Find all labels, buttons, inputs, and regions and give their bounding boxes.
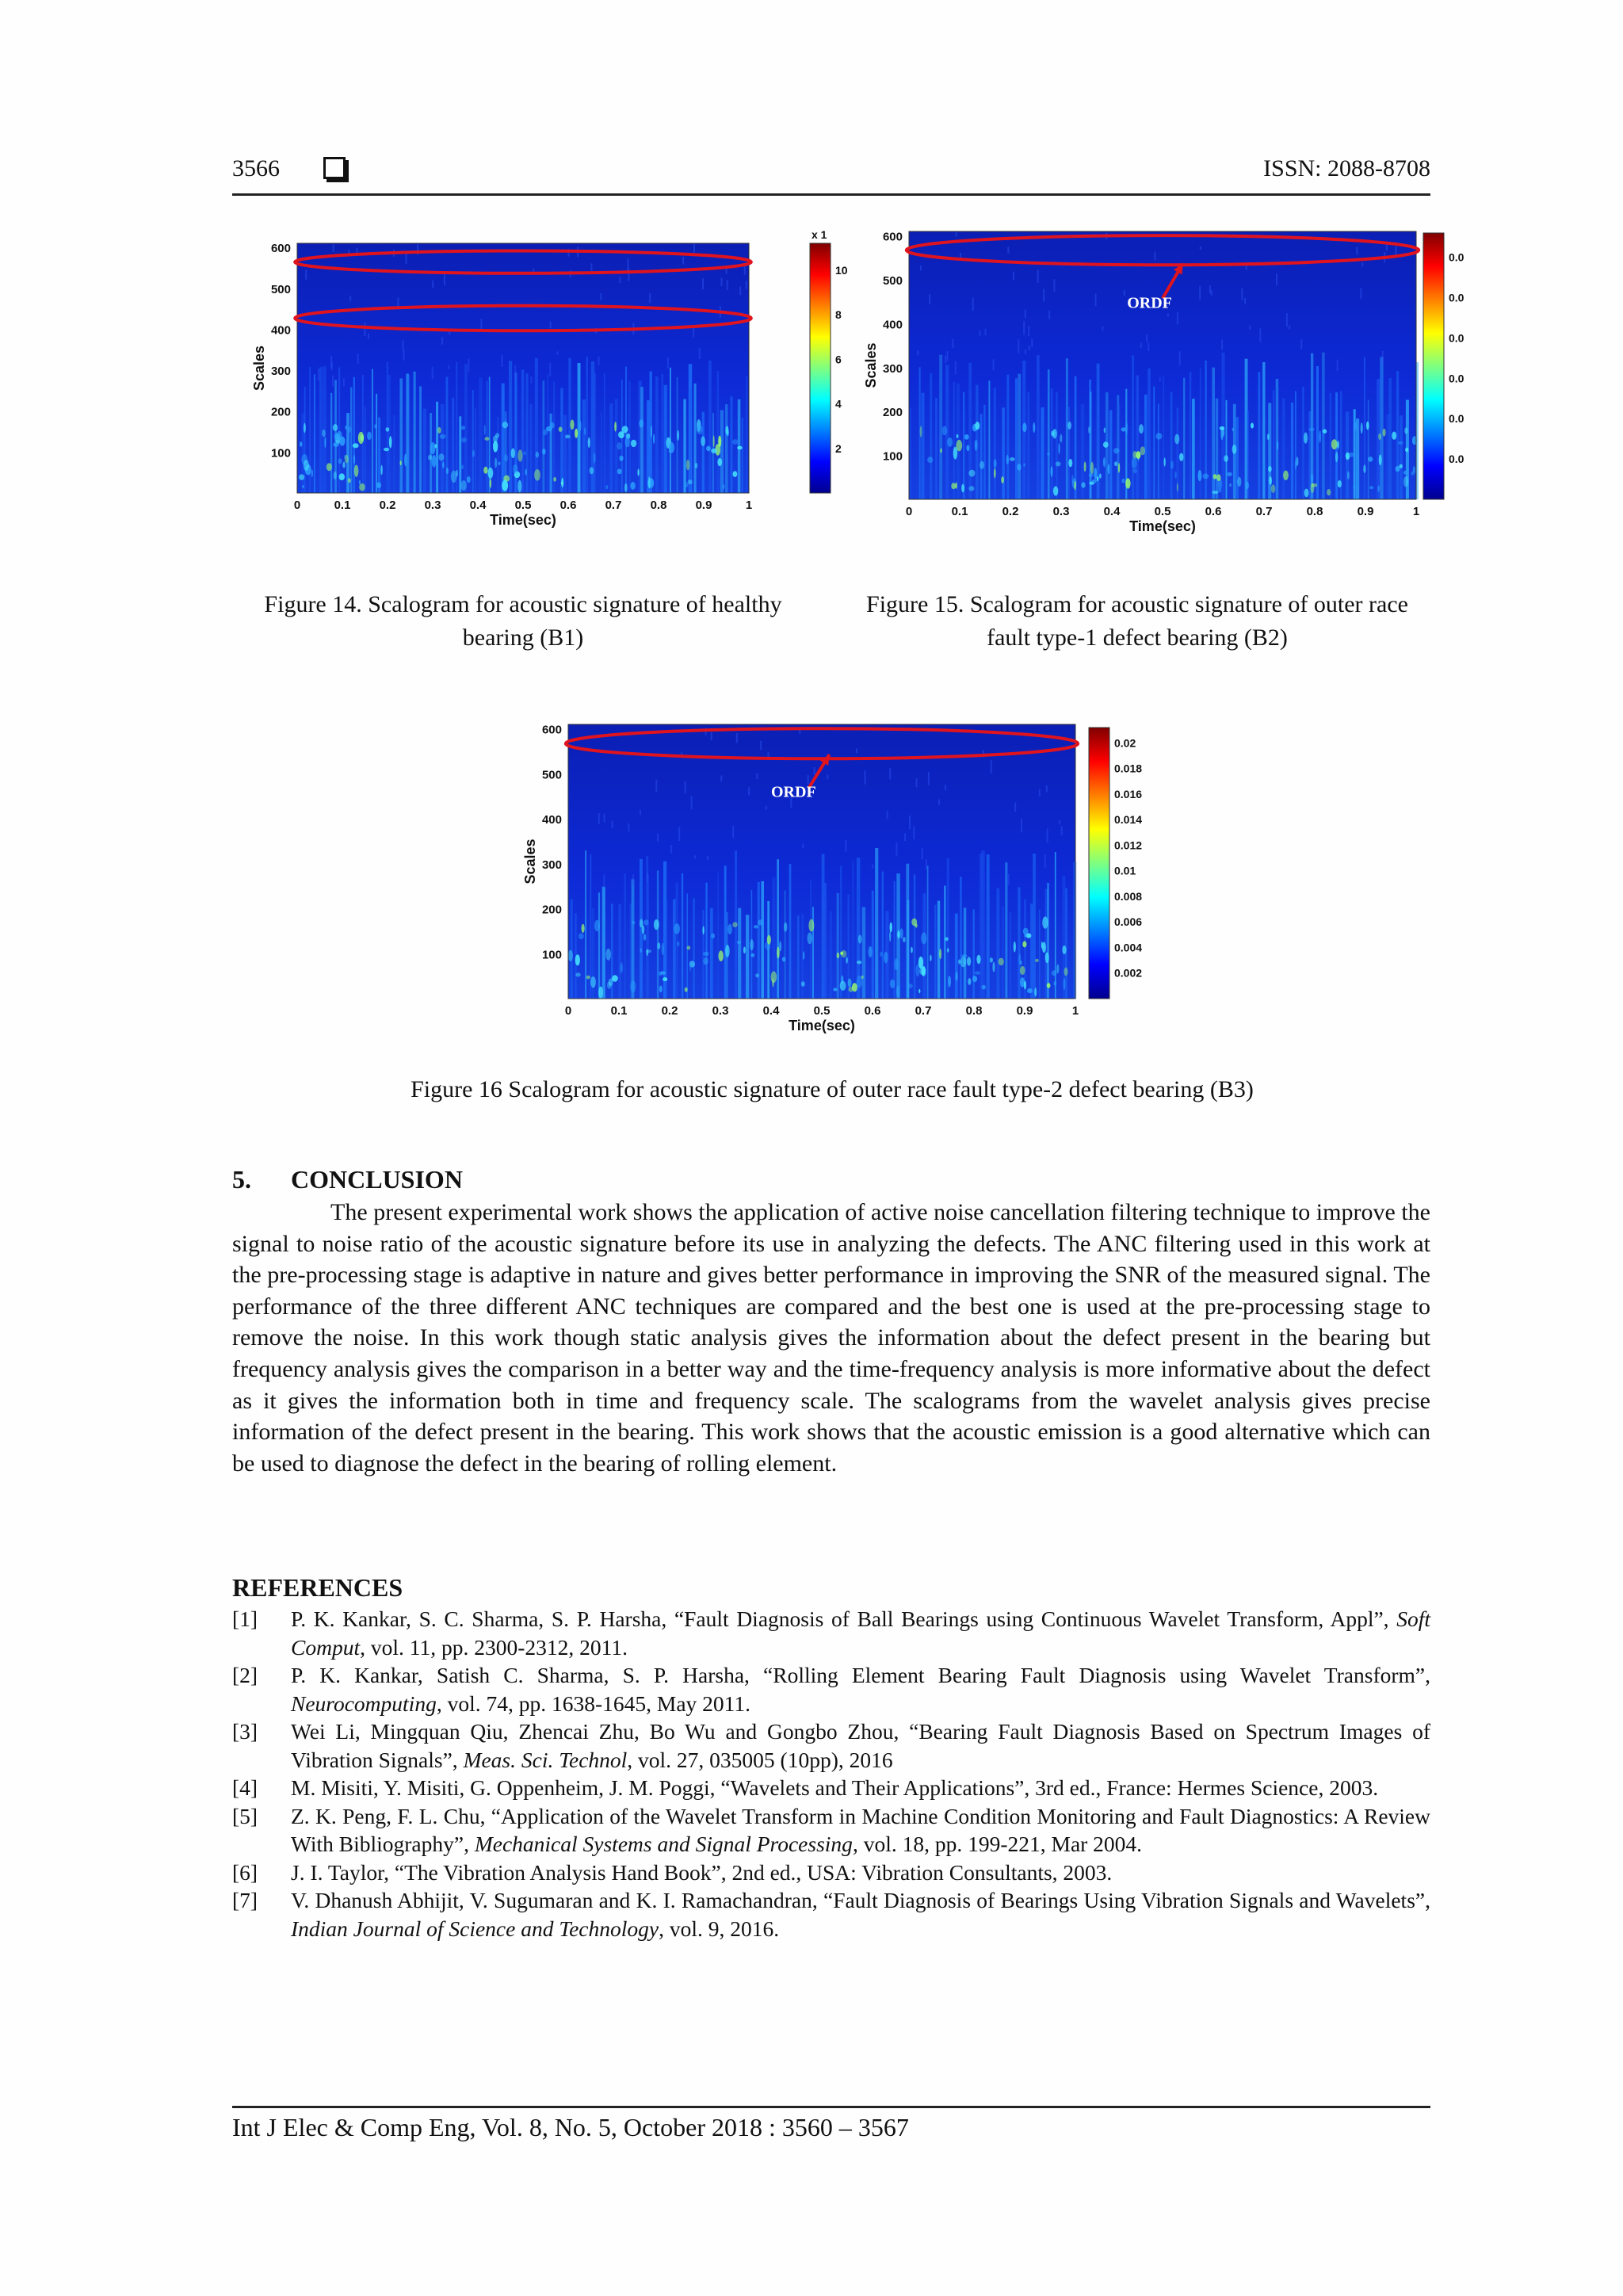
- x-tick-label: 0.6: [559, 499, 577, 512]
- colorbar-tick-label: 0.0: [1449, 412, 1465, 426]
- colorbar-tick-label: 0.0: [1449, 331, 1465, 345]
- colorbar-tick-label: 0.0: [1449, 250, 1465, 264]
- x-tick-label: 0.1: [334, 499, 351, 512]
- issn: ISSN: 2088-8708: [1263, 155, 1430, 181]
- colorbar-tick-label: 0.0: [1449, 453, 1465, 466]
- x-tick-label: 0.9: [1016, 1004, 1033, 1018]
- colorbar-tick-label: 0.002: [1114, 966, 1143, 980]
- scalogram-svg: [857, 223, 1472, 556]
- colorbar-tick-label: 0.016: [1114, 787, 1143, 800]
- x-tick-label: 0.3: [1052, 505, 1070, 518]
- x-tick-label: 0.4: [1103, 505, 1121, 518]
- x-tick-label: 0.1: [610, 1004, 628, 1018]
- x-tick-label: 0.5: [514, 499, 532, 512]
- x-tick-label: 0.8: [650, 499, 667, 512]
- references-heading: REFERENCES: [232, 1573, 403, 1602]
- y-tick-label: 500: [541, 768, 562, 782]
- x-tick-label: 0.3: [424, 499, 441, 512]
- scalogram-svg: [517, 713, 1151, 1046]
- y-tick-label: 300: [541, 858, 562, 872]
- colorbar-tick-label: 6: [835, 353, 842, 366]
- references-list: [232, 1605, 1430, 1943]
- section-number: 5.: [232, 1165, 251, 1194]
- colorbar-tick-label: 4: [835, 397, 842, 411]
- reference-item: [5] Z. K. Peng, F. L. Chu, “Application of the Wavelet Transform in Machine Condition Monitoring and Fault Diagnostics: A Review With Bibliography”, Mechanical Systems and Signal Processing, vol. 18, pp. 199-221, Mar 2004.: [232, 1803, 1430, 1856]
- y-axis-label: Scales: [251, 345, 267, 392]
- page-header: [232, 155, 1430, 196]
- x-tick-label: 0.4: [762, 1004, 780, 1018]
- x-tick-label: 0: [293, 499, 301, 512]
- colorbar-tick-label: 10: [835, 263, 848, 277]
- y-tick-label: 100: [270, 446, 291, 460]
- x-tick-label: 1: [1071, 1004, 1079, 1018]
- reference-item: [2] P. K. Kankar, Satish C. Sharma, S. P. Harsha, “Rolling Element Bearing Fault Diagnosis using Wavelet Transform”, Neurocomputing, vol. 74, pp. 1638-1645, May 2011.: [232, 1663, 1430, 1716]
- x-tick-label: 0.1: [951, 505, 968, 518]
- y-axis-label: Scales: [522, 839, 538, 884]
- x-tick-label: 0.5: [1154, 505, 1171, 518]
- x-tick-label: 1: [745, 499, 753, 512]
- y-tick-label: 600: [882, 230, 903, 244]
- colorbar-tick-label: 0.01: [1114, 864, 1136, 877]
- figure-15-scalogram: [857, 223, 1472, 556]
- x-tick-label: 0: [564, 1004, 572, 1018]
- y-tick-label: 500: [882, 273, 903, 288]
- y-tick-label: 100: [541, 948, 562, 962]
- colorbar-tick-label: 8: [835, 308, 842, 321]
- reference-item: [1] P. K. Kankar, S. C. Sharma, S. P. Harsha, “Fault Diagnosis of Ball Bearings using Continuous Wavelet Transform, Appl”, Soft Comput, vol. 11, pp. 2300-2312, 2011.: [232, 1606, 1430, 1660]
- figure-14-caption: Figure 14. Scalogram for acoustic signature of healthy bearing (B1): [264, 591, 782, 651]
- y-tick-label: 600: [270, 242, 291, 256]
- y-tick-label: 400: [882, 318, 903, 332]
- page-number: 3566: [232, 155, 280, 181]
- figure-16-scalogram: [517, 713, 1151, 1046]
- y-tick-label: 400: [541, 813, 562, 827]
- reference-item: [6] J. I. Taylor, “The Vibration Analysis Hand Book”, 2nd ed., USA: Vibration Consultants, 2003.: [232, 1859, 1113, 1885]
- colorbar-tick-label: 0.012: [1114, 839, 1143, 852]
- y-tick-label: 100: [882, 449, 903, 464]
- y-tick-label: 500: [270, 282, 291, 296]
- x-tick-label: 0.3: [712, 1004, 729, 1018]
- x-tick-label: 0.7: [1255, 505, 1273, 518]
- colorbar-tick-label: 0.006: [1114, 915, 1143, 929]
- x-tick-label: 0.9: [1357, 505, 1374, 518]
- colorbar-tick-label: 0.0: [1449, 291, 1465, 304]
- figure-16-caption: Figure 16 Scalogram for acoustic signature of outer race fault type-2 defect bearing (B3): [411, 1076, 1254, 1102]
- ordf-annotation: ORDF: [1127, 294, 1172, 312]
- colorbar-tick-label: 0.004: [1114, 941, 1143, 954]
- colorbar-tick-label: 0.0: [1449, 372, 1465, 385]
- x-tick-label: 0.5: [813, 1004, 831, 1018]
- y-tick-label: 300: [270, 365, 291, 379]
- y-tick-label: 300: [882, 361, 903, 376]
- x-tick-label: 0: [905, 505, 913, 518]
- figure-14-scalogram: [246, 223, 848, 556]
- y-tick-label: 200: [541, 903, 562, 917]
- reference-item: [7] V. Dhanush Abhijit, V. Sugumaran and K. I. Ramachandran, “Fault Diagnosis of Bearings Using Vibration Signals and Wavelets”, Indian Journal of Science and Technology, vol. 9, 2016.: [232, 1888, 1430, 1941]
- reference-item: [4] M. Misiti, Y. Misiti, G. Oppenheim, J. M. Poggi, “Wavelets and Their Applications”, 3rd ed., France: Hermes Science, 2003.: [232, 1775, 1379, 1800]
- colorbar: [1423, 233, 1444, 499]
- y-axis-label: Scales: [863, 342, 879, 388]
- x-tick-label: 0.2: [1002, 505, 1019, 518]
- x-tick-label: 0.6: [1205, 505, 1222, 518]
- x-axis-label: Time(sec): [490, 512, 556, 528]
- figure-15-caption: Figure 15. Scalogram for acoustic signature of outer race fault type-1 defect bearing (B2): [866, 591, 1408, 651]
- x-tick-label: 0.7: [915, 1004, 932, 1018]
- colorbar-multiplier: x 1: [812, 228, 827, 241]
- x-axis-label: Time(sec): [789, 1018, 855, 1033]
- x-tick-label: 0.2: [661, 1004, 678, 1018]
- conclusion-text: The present experimental work shows the application of active noise cancellation filtering technique to improve the signal to noise ratio of the acoustic signature before its use in analyzing the defects. The ANC filtering used in this work at the pre-processing stage is adaptive in nature and gives better performance in improving the SNR of the measured signal. The performance of the three different ANC techniques are compared and the best one is used at the pre-processing stage to remove the noise. In this work though static analysis gives the information about the defect present in the bearing but frequency analysis gives the comparison in a better way and the time-frequency analysis is more informative about the defect as it gives the information both in time and frequency scale. The scalograms from the wavelet analysis gives precise information of the defect present in the bearing. This work shows that the acoustic emission is a good alternative which can be used to diagnose the defect in the bearing of rolling element.: [232, 1199, 1430, 1477]
- colorbar: [1089, 728, 1109, 999]
- x-axis-label: Time(sec): [1129, 518, 1196, 534]
- x-tick-label: 0.9: [695, 499, 712, 512]
- x-tick-label: 0.8: [965, 1004, 983, 1018]
- colorbar-tick-label: 2: [835, 441, 842, 455]
- y-tick-label: 400: [270, 323, 291, 338]
- scalogram-svg: [246, 223, 848, 556]
- y-tick-label: 200: [270, 405, 291, 419]
- colorbar-tick-label: 0.018: [1114, 762, 1143, 775]
- x-tick-label: 0.8: [1306, 505, 1323, 518]
- y-tick-label: 600: [541, 723, 562, 737]
- x-tick-label: 0.7: [605, 499, 622, 512]
- square-icon: [323, 157, 346, 179]
- x-tick-label: 0.2: [379, 499, 396, 512]
- colorbar-tick-label: 0.02: [1114, 736, 1136, 750]
- x-tick-label: 1: [1412, 505, 1420, 518]
- x-tick-label: 0.4: [469, 499, 487, 512]
- reference-item: [3] Wei Li, Mingquan Qiu, Zhencai Zhu, Bo Wu and Gongbo Zhou, “Bearing Fault Diagnosis Based on Spectrum Images of Vibration Signals”, Meas. Sci. Technol, vol. 27, 035005 (10pp), 2016: [232, 1719, 1430, 1772]
- colorbar: [810, 243, 831, 493]
- colorbar-tick-label: 0.008: [1114, 889, 1143, 903]
- section-title: CONCLUSION: [291, 1165, 463, 1194]
- y-tick-label: 200: [882, 406, 903, 420]
- page-footer: Int J Elec & Comp Eng, Vol. 8, No. 5, October 2018 : 3560 – 3567: [232, 2106, 1430, 2142]
- conclusion-heading: [232, 1165, 463, 1194]
- ordf-annotation: ORDF: [771, 783, 816, 801]
- conclusion-paragraph: [232, 1197, 1430, 1479]
- x-tick-label: 0.6: [864, 1004, 881, 1018]
- colorbar-tick-label: 0.014: [1114, 813, 1143, 827]
